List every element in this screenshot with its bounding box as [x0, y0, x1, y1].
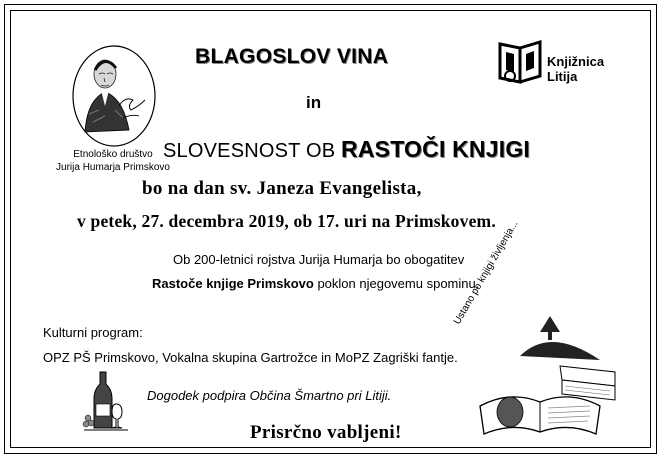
event-highlight: RASTOČI KNJIGI — [341, 136, 531, 162]
anniversary-line-1: Ob 200-letnici rojstva Jurija Humarja bo obogatitev — [173, 252, 465, 267]
anniversary-line-2 — [152, 276, 479, 291]
event-prefix: SLOVESNOST OB — [163, 140, 342, 162]
wine-bottle-icon — [82, 368, 130, 432]
event-subtitle — [163, 136, 530, 163]
event-title: BLAGOSLOV VINA — [195, 45, 389, 68]
logo-line2: Litija — [547, 69, 578, 84]
library-logo-icon — [496, 36, 548, 86]
book-curved-text: Ustano po knjigi življenja... — [452, 218, 521, 327]
conjunction: in — [306, 93, 322, 112]
book-tree-icon — [470, 316, 620, 446]
library-logo-text — [547, 54, 604, 84]
society-line1: Etnološko društvo — [73, 149, 153, 160]
anniversary-bold: Rastoče knjige Primskovo — [152, 276, 314, 291]
portrait-icon — [71, 44, 157, 148]
closing-line: Prisrčno vabljeni! — [250, 422, 402, 443]
date-line-1: bo na dan sv. Janeza Evangelista, — [142, 178, 422, 199]
sponsor-note: Dogodek podpira Občina Šmartno pri Litiji. — [147, 388, 392, 403]
society-line2: Jurija Humarja Primskovo — [56, 162, 170, 173]
date-line-2: v petek, 27. decembra 2019, ob 17. uri na Primskovem. — [77, 211, 496, 231]
logo-line1: Knjižnica — [547, 54, 605, 69]
program-performers: OPZ PŠ Primskovo, Vokalna skupina Gartrožce in MoPZ Zagriški fantje. — [43, 350, 458, 365]
anniversary-rest: poklon njegovemu spominu. — [313, 276, 480, 291]
program-label: Kulturni program: — [43, 325, 143, 340]
